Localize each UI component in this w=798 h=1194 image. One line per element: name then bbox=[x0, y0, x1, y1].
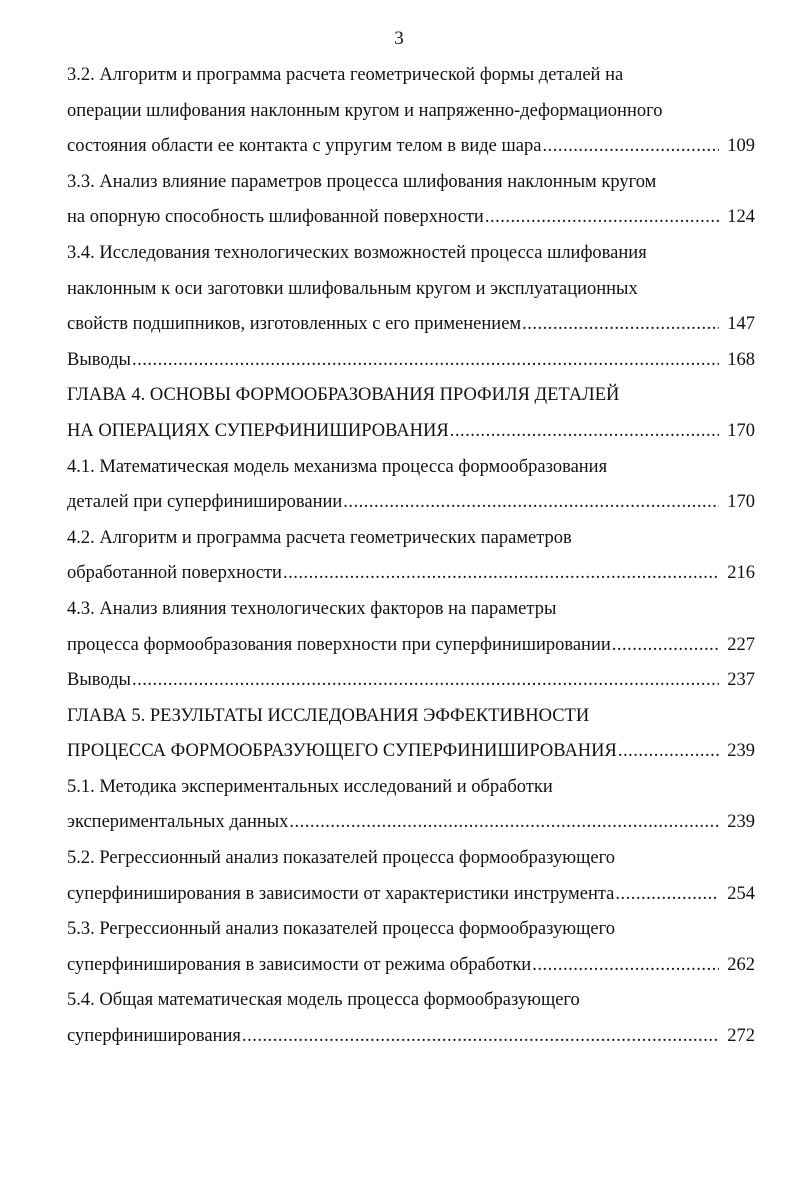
toc-page-number: 239 bbox=[727, 812, 755, 833]
toc-entry bbox=[67, 165, 755, 236]
dot-leader bbox=[343, 485, 719, 521]
toc-entry-title: обработанной поверхности bbox=[67, 563, 282, 584]
table-of-contents bbox=[67, 58, 755, 1055]
toc-entry-last-line bbox=[67, 948, 755, 984]
toc-entry-line: ГЛАВА 4. ОСНОВЫ ФОРМООБРАЗОВАНИЯ ПРОФИЛЯ ДЕТАЛЕЙ bbox=[67, 385, 620, 406]
toc-entry-last-line bbox=[67, 414, 755, 450]
toc-entry bbox=[67, 983, 755, 1054]
toc-entry-last-line bbox=[67, 200, 755, 236]
toc-entry-line: 5.3. Регрессионный анализ показателей процесса формообразующего bbox=[67, 919, 615, 940]
toc-entry-line: операции шлифования наклонным кругом и напряженно-деформационного bbox=[67, 100, 663, 121]
toc-page-number: 262 bbox=[727, 954, 755, 975]
toc-entry bbox=[67, 592, 755, 663]
dot-leader bbox=[532, 948, 719, 984]
toc-page-number: 239 bbox=[727, 741, 755, 762]
toc-entry bbox=[67, 912, 755, 983]
toc-entry bbox=[67, 841, 755, 912]
toc-entry bbox=[67, 770, 755, 841]
toc-entry-title: свойств подшипников, изготовленных с его применением bbox=[67, 314, 522, 335]
toc-entry bbox=[67, 343, 755, 379]
toc-entry-title: Выводы bbox=[67, 670, 131, 691]
toc-entry-line: наклонным к оси заготовки шлифовальным кругом и эксплуатационных bbox=[67, 278, 638, 299]
toc-page-number: 109 bbox=[727, 136, 755, 157]
toc-page-number: 237 bbox=[727, 670, 755, 691]
toc-entry-last-line bbox=[67, 877, 755, 913]
dot-leader bbox=[542, 129, 719, 165]
dot-leader bbox=[522, 307, 719, 343]
toc-entry-line: 4.2. Алгоритм и программа расчета геометрических параметров bbox=[67, 527, 572, 548]
toc-entry-title: НА ОПЕРАЦИЯХ СУПЕРФИНИШИРОВАНИЯ bbox=[67, 420, 449, 441]
dot-leader bbox=[485, 200, 719, 236]
dot-leader bbox=[132, 343, 719, 379]
toc-entry-last-line bbox=[67, 805, 755, 841]
toc-entry-line: 3.2. Алгоритм и программа расчета геометрической формы деталей на bbox=[67, 65, 624, 85]
toc-entry-last-line bbox=[67, 343, 755, 379]
toc-entry-line: 4.3. Анализ влияния технологических факторов на параметры bbox=[67, 598, 557, 619]
toc-entry-line: 3.4. Исследования технологических возможностей процесса шлифования bbox=[67, 242, 647, 263]
dot-leader bbox=[612, 628, 719, 664]
toc-entry-title: экспериментальных данных bbox=[67, 812, 289, 833]
toc-entry bbox=[67, 378, 755, 449]
toc-page-number: 147 bbox=[727, 314, 755, 335]
page-number: 3 bbox=[394, 28, 404, 49]
toc-entry bbox=[67, 58, 755, 165]
toc-entry bbox=[67, 699, 755, 770]
toc-entry-last-line bbox=[67, 663, 755, 699]
toc-page-number: 170 bbox=[727, 420, 755, 441]
toc-entry-title: на опорную способность шлифованной поверхности bbox=[67, 207, 484, 228]
toc-entry bbox=[67, 450, 755, 521]
dot-leader bbox=[283, 556, 719, 592]
toc-page-number: 216 bbox=[727, 563, 755, 584]
toc-page-number: 254 bbox=[727, 883, 755, 904]
toc-page-number: 170 bbox=[727, 492, 755, 513]
toc-entry-title: состояния области ее контакта с упругим телом в виде шара bbox=[67, 136, 542, 157]
toc-entry-line: 5.2. Регрессионный анализ показателей процесса формообразующего bbox=[67, 848, 615, 869]
toc-entry-title: ПРОЦЕССА ФОРМООБРАЗУЮЩЕГО СУПЕРФИНИШИРОВАНИЯ bbox=[67, 741, 617, 762]
toc-entry-title: суперфиниширования в зависимости от характеристики инструмента bbox=[67, 883, 615, 904]
toc-page-number: 272 bbox=[727, 1026, 755, 1047]
dot-leader bbox=[618, 734, 719, 770]
toc-entry-line: 3.3. Анализ влияние параметров процесса шлифования наклонным кругом bbox=[67, 171, 657, 192]
dot-leader bbox=[450, 414, 719, 450]
toc-entry-title: деталей при суперфинишировании bbox=[67, 492, 343, 513]
dot-leader bbox=[289, 805, 719, 841]
toc-entry-last-line bbox=[67, 556, 755, 592]
toc-entry-last-line bbox=[67, 307, 755, 343]
toc-entry-title: суперфиниширования bbox=[67, 1026, 241, 1047]
toc-entry bbox=[67, 236, 755, 343]
toc-entry bbox=[67, 521, 755, 592]
toc-entry-line: 5.4. Общая математическая модель процесса формообразующего bbox=[67, 990, 580, 1011]
toc-entry-last-line bbox=[67, 485, 755, 521]
toc-entry-line: ГЛАВА 5. РЕЗУЛЬТАТЫ ИССЛЕДОВАНИЯ ЭФФЕКТИВНОСТИ bbox=[67, 705, 590, 726]
dot-leader bbox=[615, 877, 719, 913]
toc-entry-line: 5.1. Методика экспериментальных исследований и обработки bbox=[67, 776, 553, 797]
toc-entry-line: 4.1. Математическая модель механизма процесса формообразования bbox=[67, 456, 608, 477]
toc-entry-last-line bbox=[67, 628, 755, 664]
toc-page-number: 168 bbox=[727, 349, 755, 370]
dot-leader bbox=[132, 663, 719, 699]
toc-entry-last-line bbox=[67, 1019, 755, 1055]
toc-page-number: 227 bbox=[727, 634, 755, 655]
toc-entry-title: процесса формообразования поверхности при суперфинишировании bbox=[67, 634, 611, 655]
toc-entry-last-line bbox=[67, 129, 755, 165]
dot-leader bbox=[242, 1019, 719, 1055]
toc-entry bbox=[67, 663, 755, 699]
toc-entry-last-line bbox=[67, 734, 755, 770]
toc-entry-title: суперфиниширования в зависимости от режима обработки bbox=[67, 954, 532, 975]
toc-entry-title: Выводы bbox=[67, 349, 131, 370]
toc-page-number: 124 bbox=[727, 207, 755, 228]
